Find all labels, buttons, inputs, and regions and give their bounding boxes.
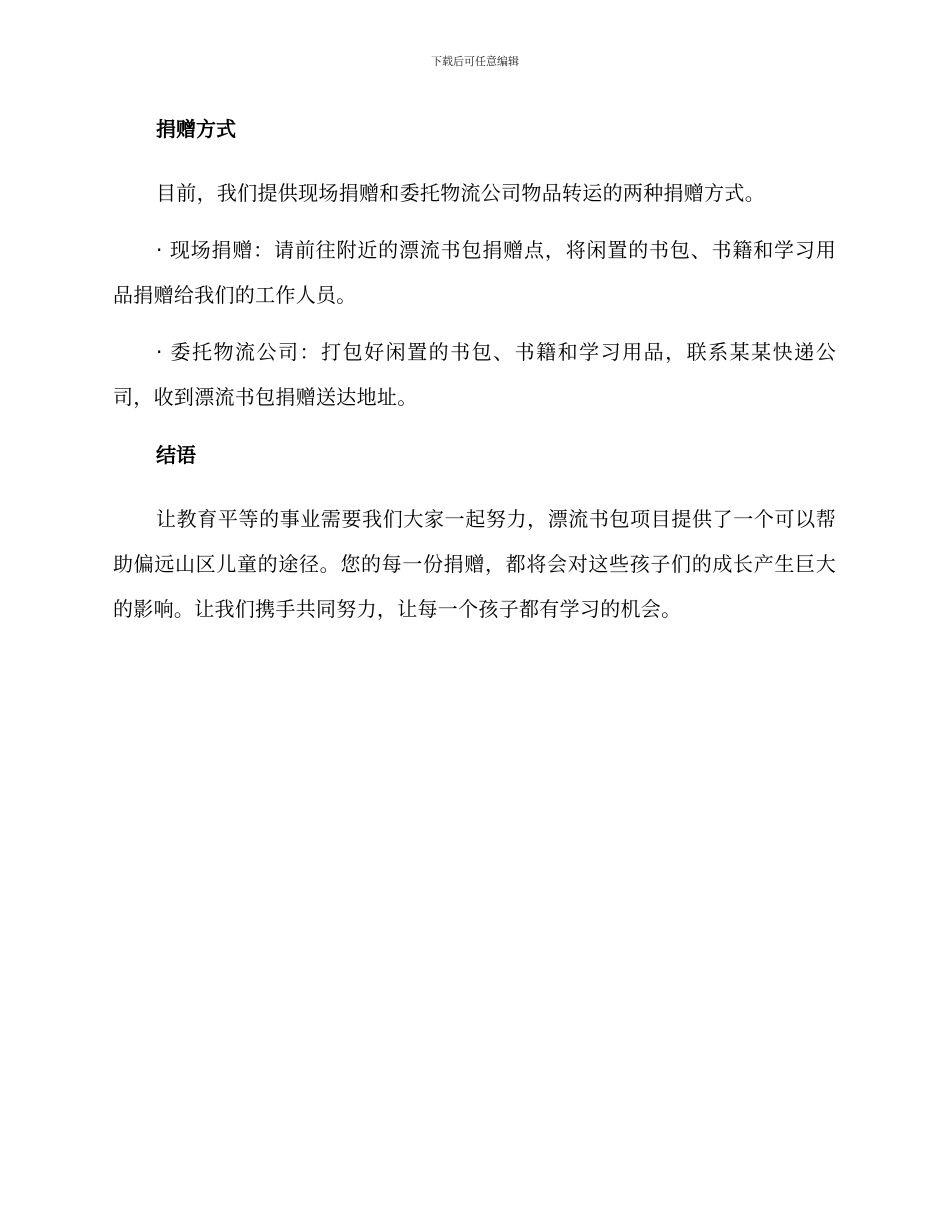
paragraph-intro: 目前，我们提供现场捐赠和委托物流公司物品转运的两种捐赠方式。 bbox=[156, 181, 765, 205]
section-heading-donation-methods: 捐赠方式 bbox=[156, 117, 236, 141]
section-heading-conclusion: 结语 bbox=[156, 443, 196, 467]
page-header-note: 下载后可任意编辑 bbox=[431, 55, 519, 68]
paragraph-onsite-donation: · 现场捐赠：请前往附近的漂流书包捐赠点，将闲置的书包、书籍和学习用品捐赠给我们的工作人员。 bbox=[113, 238, 836, 307]
paragraph-conclusion: 让教育平等的事业需要我们大家一起努力，漂流书包项目提供了一个可以帮助偏远山区儿童的途径。您的每一份捐赠，都将会对这些孩子们的成长产生巨大的影响。让我们携手共同努力，让每一个孩子都有学习的机会。 bbox=[113, 507, 836, 621]
paragraph-logistics-donation: · 委托物流公司：打包好闲置的书包、书籍和学习用品，联系某某快递公司，收到漂流书包捐赠送达地址。 bbox=[113, 340, 836, 409]
document-body bbox=[113, 114, 836, 632]
